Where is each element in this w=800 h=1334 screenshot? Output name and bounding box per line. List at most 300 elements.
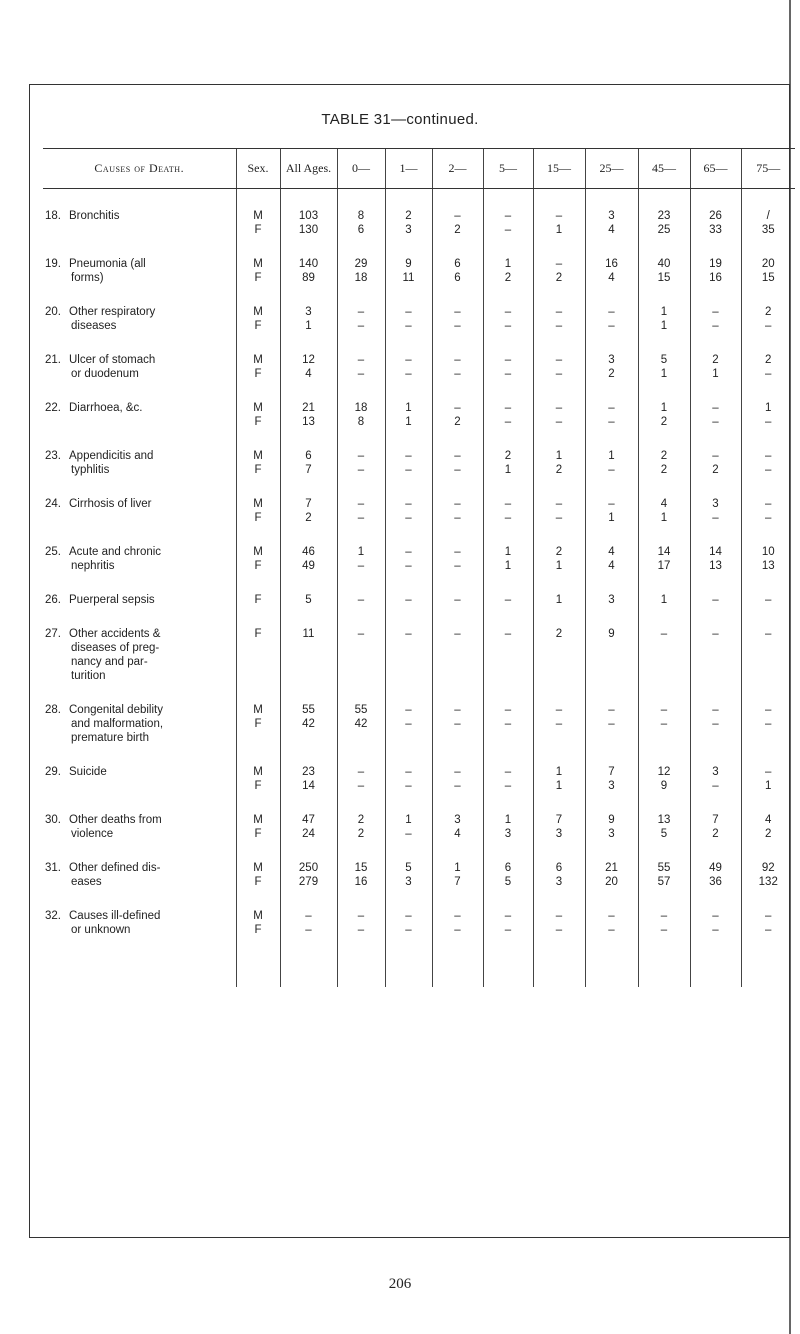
count-value: – (357, 560, 365, 572)
count-value: – (555, 498, 563, 510)
spacer-cell (432, 189, 483, 210)
cause-cell (43, 209, 236, 237)
count-value: – (765, 910, 772, 922)
count-value: 36 (709, 876, 722, 888)
col-header-age-0: 0— (337, 149, 385, 189)
spacer-cell (690, 285, 741, 305)
value-cell (533, 449, 585, 477)
cause-label (43, 353, 236, 381)
spacer-cell (280, 607, 337, 627)
count-value: – (765, 594, 772, 606)
count-value: 7 (712, 814, 719, 826)
count-value: 57 (657, 876, 671, 888)
count-value: – (555, 910, 563, 922)
table-row (43, 209, 795, 237)
spacer-cell (432, 745, 483, 765)
col-header-age-65: 65— (690, 149, 741, 189)
count-value: 55 (657, 862, 671, 874)
spacer-cell (280, 189, 337, 210)
spacer-cell (533, 745, 585, 765)
table-row (43, 257, 795, 285)
count-value: 1 (504, 814, 512, 826)
spacer-cell (236, 237, 280, 257)
cause-text-line: eases (71, 876, 102, 888)
count-value: 16 (354, 876, 368, 888)
cause-cell (43, 497, 236, 525)
table-row (43, 305, 795, 333)
count-value: – (454, 402, 461, 414)
cause-text-line: Ulcer of stomach (69, 354, 156, 366)
spacer-cell (337, 477, 385, 497)
sex-value: M (253, 402, 263, 414)
value-cell (690, 497, 741, 525)
count-value: 3 (608, 594, 615, 606)
count-value: – (405, 766, 412, 778)
spacer-cell (585, 381, 638, 401)
value-cell (585, 497, 638, 525)
sex-value: F (254, 464, 262, 476)
value-cell (483, 627, 533, 683)
count-value: 9 (608, 628, 615, 640)
count-value: – (765, 512, 772, 524)
spacer-cell (690, 525, 741, 545)
value-cell (741, 353, 795, 381)
cause-text-line: nancy and par- (71, 656, 148, 668)
count-value: 1 (504, 560, 512, 572)
count-value: – (504, 718, 512, 730)
count-value: – (504, 594, 512, 606)
count-value: – (555, 718, 563, 730)
count-value: – (504, 306, 512, 318)
value-cell (690, 861, 741, 889)
cause-text-line: violence (71, 828, 114, 840)
count-value: 2 (608, 368, 615, 380)
sex-cell (236, 703, 280, 745)
cause-text-line: Suicide (69, 766, 107, 778)
cause-label (43, 305, 236, 333)
value-cell (280, 497, 337, 525)
sex-value: F (254, 368, 262, 380)
cause-text-line: Other respiratory (69, 306, 156, 318)
count-value: 132 (758, 876, 778, 888)
count-value: 35 (761, 224, 775, 236)
count-value: – (405, 368, 412, 380)
spacer-cell (43, 429, 236, 449)
spacer-cell (741, 745, 795, 765)
value-cell (585, 627, 638, 683)
count-value: – (305, 910, 312, 922)
spacer-row (43, 793, 795, 813)
cause-number: 32. (45, 910, 61, 922)
count-value: 47 (302, 814, 315, 826)
col-header-age-5: 5— (483, 149, 533, 189)
count-value: – (765, 718, 772, 730)
spacer-cell (741, 793, 795, 813)
cause-label (43, 765, 236, 779)
value-cell (385, 257, 432, 285)
count-value: – (405, 704, 412, 716)
cause-number: 23. (45, 450, 61, 462)
spacer-cell (337, 381, 385, 401)
count-value: – (357, 354, 365, 366)
cause-cell (43, 593, 236, 607)
value-cell (585, 401, 638, 429)
spacer-cell (385, 889, 432, 909)
count-value: 4 (608, 546, 615, 558)
sex-value: F (254, 224, 262, 236)
count-value: 5 (504, 876, 512, 888)
count-value: – (454, 718, 461, 730)
spacer-cell (337, 525, 385, 545)
count-value: 250 (298, 862, 319, 874)
value-cell (483, 449, 533, 477)
count-value: 1 (555, 780, 563, 792)
spacer-row (43, 285, 795, 305)
spacer-cell (236, 189, 280, 210)
value-cell (385, 909, 432, 937)
value-cell (432, 449, 483, 477)
sex-cell (236, 545, 280, 573)
spacer-cell (432, 889, 483, 909)
spacer-cell (585, 429, 638, 449)
value-cell (638, 209, 690, 237)
col-header-age-25: 25— (585, 149, 638, 189)
count-value: – (555, 368, 563, 380)
value-cell (533, 545, 585, 573)
spacer-cell (483, 477, 533, 497)
cause-text-line: Cirrhosis of liver (69, 498, 152, 510)
count-value: – (555, 402, 563, 414)
spacer-cell (690, 841, 741, 861)
cause-cell (43, 765, 236, 793)
cause-number: 20. (45, 306, 61, 318)
count-value: – (405, 306, 412, 318)
cause-text-line: or unknown (71, 924, 131, 936)
value-cell (483, 703, 533, 745)
value-cell (533, 765, 585, 793)
count-value: – (357, 780, 365, 792)
spacer-cell (638, 285, 690, 305)
sex-value: M (253, 704, 263, 716)
count-value: 1 (555, 560, 563, 572)
count-value: – (405, 628, 412, 640)
count-value: 10 (761, 546, 775, 558)
count-value: 1 (555, 224, 563, 236)
count-value: 2 (765, 828, 772, 840)
count-value: 13 (657, 814, 671, 826)
value-cell (337, 765, 385, 793)
table-body (43, 189, 795, 988)
count-value: 16 (605, 258, 618, 270)
value-cell (432, 545, 483, 573)
spacer-cell (638, 237, 690, 257)
count-value: – (765, 464, 772, 476)
spacer-cell (690, 477, 741, 497)
value-cell (690, 449, 741, 477)
spacer-row (43, 429, 795, 449)
spacer-cell (741, 573, 795, 593)
spacer-cell (533, 525, 585, 545)
spacer-cell (585, 683, 638, 703)
count-value: 6 (357, 224, 365, 236)
value-cell (337, 449, 385, 477)
sex-cell (236, 813, 280, 841)
count-value: 3 (555, 828, 563, 840)
sex-value: M (253, 450, 263, 462)
count-value: 4 (454, 828, 461, 840)
spacer-cell (638, 381, 690, 401)
value-cell (483, 765, 533, 793)
count-value: 3 (608, 210, 615, 222)
spacer-cell (741, 937, 795, 987)
spacer-cell (432, 573, 483, 593)
value-cell (638, 593, 690, 607)
count-value: – (357, 368, 365, 380)
spacer-cell (638, 189, 690, 210)
value-cell (690, 353, 741, 381)
count-value: – (454, 780, 461, 792)
count-value: – (504, 924, 512, 936)
sex-value: F (254, 272, 262, 284)
value-cell (585, 765, 638, 793)
sex-value: M (253, 498, 263, 510)
spacer-row (43, 573, 795, 593)
spacer-cell (236, 937, 280, 987)
value-cell (741, 627, 795, 683)
count-value: – (712, 594, 719, 606)
sex-value: F (254, 780, 262, 792)
count-value: 4 (608, 560, 615, 572)
count-value: – (608, 402, 615, 414)
count-value: – (504, 780, 512, 792)
spacer-cell (585, 573, 638, 593)
count-value: – (454, 924, 461, 936)
value-cell (638, 497, 690, 525)
value-cell (280, 401, 337, 429)
count-value: – (357, 306, 365, 318)
cause-number: 31. (45, 862, 61, 874)
cause-number: 18. (45, 210, 61, 222)
count-value: 7 (608, 766, 615, 778)
count-value: 16 (709, 272, 722, 284)
spacer-cell (43, 889, 236, 909)
count-value: 2 (765, 306, 772, 318)
spacer-cell (236, 573, 280, 593)
spacer-cell (43, 477, 236, 497)
col-header-age-2: 2— (432, 149, 483, 189)
count-value: 140 (298, 258, 319, 270)
count-value: 4 (765, 814, 772, 826)
spacer-cell (432, 607, 483, 627)
cause-cell (43, 353, 236, 381)
count-value: 2 (454, 224, 461, 236)
value-cell (638, 813, 690, 841)
sex-cell (236, 401, 280, 429)
count-value: 20 (605, 876, 618, 888)
count-value: 3 (405, 876, 412, 888)
cause-label (43, 497, 236, 511)
value-cell (585, 353, 638, 381)
spacer-cell (741, 237, 795, 257)
count-value: – (555, 416, 563, 428)
spacer-cell (533, 937, 585, 987)
spacer-cell (585, 237, 638, 257)
table-row (43, 861, 795, 889)
value-cell (638, 257, 690, 285)
count-value: 6 (555, 862, 563, 874)
table-row (43, 449, 795, 477)
spacer-cell (690, 189, 741, 210)
sex-cell (236, 765, 280, 793)
spacer-cell (638, 745, 690, 765)
spacer-cell (43, 525, 236, 545)
spacer-cell (483, 937, 533, 987)
value-cell (385, 449, 432, 477)
count-value: – (712, 628, 719, 640)
spacer-cell (533, 889, 585, 909)
value-cell (585, 449, 638, 477)
spacer-cell (690, 429, 741, 449)
spacer-cell (280, 285, 337, 305)
value-cell (585, 305, 638, 333)
count-value: 7 (305, 498, 312, 510)
sex-cell (236, 861, 280, 889)
count-value: 1 (405, 814, 412, 826)
spacer-cell (43, 333, 236, 353)
value-cell (280, 353, 337, 381)
count-value: – (504, 628, 512, 640)
spacer-cell (483, 429, 533, 449)
spacer-cell (385, 525, 432, 545)
value-cell (483, 909, 533, 937)
count-value: 5 (305, 594, 312, 606)
count-value: 11 (302, 628, 315, 640)
sex-value: F (254, 924, 262, 936)
sex-value: M (253, 766, 263, 778)
value-cell (432, 305, 483, 333)
count-value: 4 (660, 498, 668, 510)
count-value: 42 (302, 718, 315, 730)
spacer-cell (280, 237, 337, 257)
cause-text-line: or duodenum (71, 368, 139, 380)
spacer-cell (385, 381, 432, 401)
spacer-cell (236, 889, 280, 909)
count-value: 9 (405, 258, 412, 270)
count-value: 9 (608, 814, 615, 826)
count-value: 1 (712, 368, 719, 380)
cause-cell (43, 545, 236, 573)
spacer-cell (585, 285, 638, 305)
value-cell (280, 305, 337, 333)
table-row (43, 703, 795, 745)
value-cell (585, 593, 638, 607)
spacer-cell (483, 381, 533, 401)
count-value: 2 (555, 464, 563, 476)
spacer-cell (385, 745, 432, 765)
value-cell (483, 593, 533, 607)
spacer-cell (43, 793, 236, 813)
spacer-cell (280, 745, 337, 765)
cause-text-line: Other deaths from (69, 814, 162, 826)
spacer-cell (741, 429, 795, 449)
spacer-cell (43, 285, 236, 305)
spacer-cell (385, 937, 432, 987)
cause-number: 22. (45, 402, 61, 414)
value-cell (337, 861, 385, 889)
count-value: 1 (305, 320, 312, 332)
spacer-cell (483, 745, 533, 765)
count-value: – (405, 498, 412, 510)
count-value: 3 (454, 814, 461, 826)
header-row (43, 149, 795, 189)
spacer-cell (236, 683, 280, 703)
count-value: – (555, 306, 563, 318)
cause-label (43, 449, 236, 477)
count-value: – (555, 704, 563, 716)
value-cell (533, 593, 585, 607)
sex-cell (236, 257, 280, 285)
sex-value: F (254, 416, 262, 428)
spacer-cell (236, 477, 280, 497)
spacer-cell (741, 381, 795, 401)
spacer-cell (43, 189, 236, 210)
value-cell (337, 545, 385, 573)
spacer-cell (741, 189, 795, 210)
count-value: 2 (712, 354, 719, 366)
sex-value: M (253, 546, 263, 558)
value-cell (385, 497, 432, 525)
spacer-cell (337, 841, 385, 861)
count-value: 2 (555, 272, 563, 284)
spacer-cell (337, 189, 385, 210)
spacer-cell (483, 285, 533, 305)
count-value: – (357, 498, 365, 510)
count-value: – (405, 780, 412, 792)
count-value: 2 (305, 512, 312, 524)
spacer-cell (236, 793, 280, 813)
count-value: – (712, 718, 719, 730)
count-value: 1 (504, 546, 512, 558)
count-value: – (660, 628, 668, 640)
count-value: – (504, 320, 512, 332)
spacer-cell (483, 573, 533, 593)
spacer-cell (280, 333, 337, 353)
spacer-cell (280, 841, 337, 861)
value-cell (432, 703, 483, 745)
table-caption: TABLE 31—continued. (321, 111, 479, 128)
count-value: – (405, 718, 412, 730)
cause-label (43, 813, 236, 841)
cause-cell (43, 703, 236, 745)
spacer-cell (432, 841, 483, 861)
count-value: 6 (305, 450, 312, 462)
value-cell (483, 813, 533, 841)
count-value: 1 (765, 780, 772, 792)
spacer-row (43, 189, 795, 210)
spacer-cell (690, 937, 741, 987)
value-cell (337, 497, 385, 525)
count-value: 2 (712, 464, 719, 476)
spacer-cell (280, 793, 337, 813)
value-cell (385, 861, 432, 889)
count-value: 14 (657, 546, 671, 558)
spacer-cell (43, 841, 236, 861)
spacer-cell (638, 607, 690, 627)
spacer-row (43, 381, 795, 401)
count-value: 55 (354, 704, 368, 716)
spacer-row (43, 237, 795, 257)
cause-number: 24. (45, 498, 61, 510)
